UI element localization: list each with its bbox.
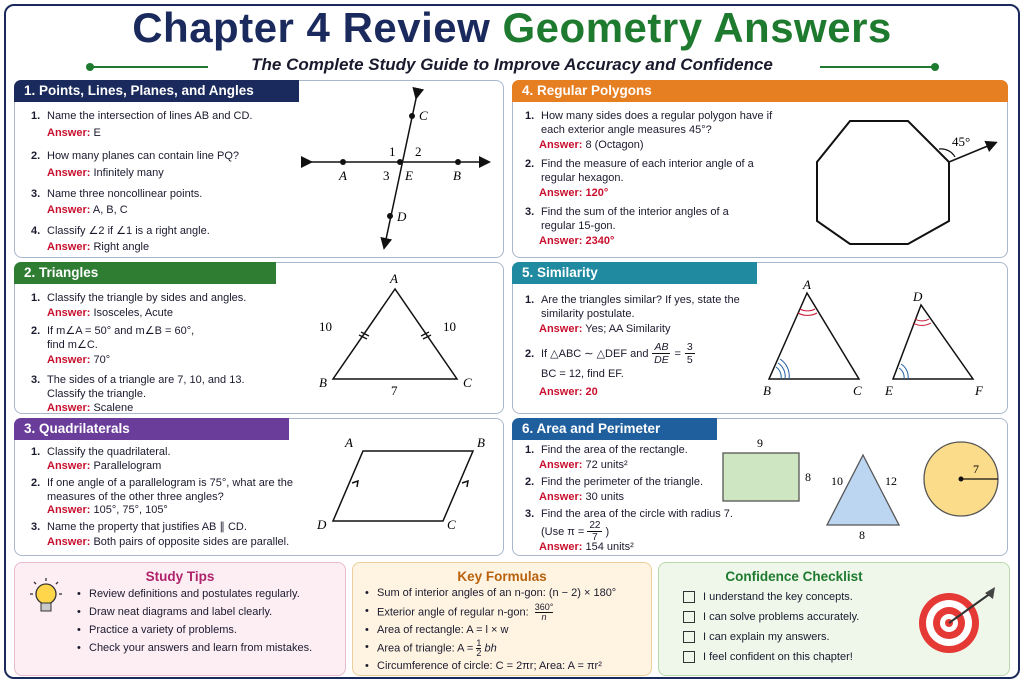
question-1: 1. Name the intersection of lines AB and CD.	[31, 110, 253, 122]
intersecting-lines-figure	[295, 86, 495, 256]
formula-item: • Area of rectangle: A = l × w	[365, 622, 616, 640]
answer-3: Answer: 154 units²	[539, 541, 634, 553]
question-3: 3. Find the area of the circle with radius 7.	[525, 508, 733, 520]
answer-2: Answer: Infinitely many	[47, 167, 164, 179]
label-base: 7	[391, 383, 398, 398]
question-2: 2. How many planes can contain line PQ?	[31, 150, 239, 162]
question-3: 3. Name three noncollinear points.	[31, 188, 203, 200]
label-c: C	[419, 108, 428, 123]
label-45: 45°	[952, 134, 971, 149]
question-2: 2. If m∠A = 50° and m∠B = 60°, find m∠C.	[31, 325, 195, 351]
isosceles-triangle-figure	[305, 269, 485, 409]
question-2: 2. If one angle of a parallelogram is 75°, what are the measures of the other three angles?	[31, 477, 293, 503]
study-tips-card	[14, 562, 346, 676]
label-b: B	[477, 435, 485, 450]
question-2: 2. Find the perimeter of the triangle.	[525, 476, 704, 488]
checklist	[683, 587, 859, 667]
answer-1: Answer: Yes; AA Similarity	[539, 323, 671, 335]
octagon-figure	[809, 111, 1005, 255]
label-rect-width: 9	[757, 436, 763, 450]
answer-4: Answer: Right angle	[47, 241, 150, 253]
title-part1: Chapter 4 Review	[132, 4, 491, 51]
formula-item: • Exterior angle of regular n-gon: $\frac{360^\circ}{n}$	[365, 603, 616, 622]
label-d: D	[913, 289, 923, 304]
formula-item: • Sum of interior angles of an n-gon: (n − 2) × 180°	[365, 585, 616, 603]
page-title	[0, 4, 1024, 52]
target-icon	[915, 585, 1001, 657]
label-rect-height: 8	[805, 470, 811, 484]
label-e: E	[885, 383, 893, 398]
checklist-item[interactable]: I understand the key concepts.	[683, 587, 859, 607]
label-1: 1	[389, 144, 396, 159]
label-b: B	[453, 168, 461, 183]
answer-2: Answer: 120°	[539, 187, 609, 199]
answer-1: Answer: 72 units²	[539, 459, 628, 471]
section-triangles	[14, 262, 504, 414]
section-title: 3. Quadrilaterals	[14, 418, 289, 440]
label-2: 2	[415, 144, 422, 159]
checkbox[interactable]	[683, 651, 695, 663]
question-3: 3. Find the sum of the interior angles of a regular 15-gon.	[525, 206, 729, 232]
section-title: 5. Similarity	[512, 262, 757, 284]
question-1: 1. How many sides does a regular polygon have if each exterior angle measures 45°?	[525, 110, 773, 136]
answer-3: Answer: Both pairs of opposite sides are parallel.	[47, 536, 290, 548]
label-tri-right: 12	[885, 474, 897, 488]
question-2-line2: BC = 12, find EF.	[541, 368, 624, 380]
checklist-title: Confidence Checklist	[725, 569, 863, 584]
label-c: C	[447, 517, 456, 532]
section-title: 6. Area and Perimeter	[512, 418, 717, 440]
section-similarity	[512, 262, 1008, 414]
answer-1: Answer: 8 (Octagon)	[539, 139, 644, 151]
checklist-item[interactable]: I can solve problems accurately.	[683, 607, 859, 627]
section-title: 2. Triangles	[14, 262, 276, 284]
label-tri-left: 10	[831, 474, 843, 488]
label-a: A	[339, 168, 347, 183]
label-f: F	[975, 383, 983, 398]
label-a: A	[390, 271, 398, 286]
section-points-lines	[14, 80, 504, 258]
checkbox[interactable]	[683, 611, 695, 623]
label-side-right: 10	[443, 319, 456, 334]
study-tips-list	[77, 585, 312, 657]
section-area-perimeter	[512, 418, 1008, 556]
key-formulas-card	[352, 562, 652, 676]
label-tri-base: 8	[859, 528, 865, 542]
section-regular-polygons	[512, 80, 1008, 258]
parallelogram-figure	[305, 433, 495, 543]
answer-1: Answer: Isosceles, Acute	[47, 307, 173, 319]
title-part2: Geometry Answers	[502, 4, 892, 51]
formula-item: • Area of triangle: A = $\frac{1}{2}$ bh	[365, 639, 616, 658]
question-4: 4. Classify ∠2 if ∠1 is a right angle.	[31, 225, 210, 237]
label-3: 3	[383, 168, 390, 183]
lightbulb-icon	[27, 577, 65, 619]
tip-item: • Check your answers and learn from mistakes.	[77, 639, 312, 657]
answer-3: Answer: Scalene	[47, 402, 134, 414]
answer-2: Answer: 70°	[47, 354, 111, 366]
confidence-checklist-card	[658, 562, 1010, 676]
tip-item: • Practice a variety of problems.	[77, 621, 312, 639]
checkbox[interactable]	[683, 631, 695, 643]
formula-item: • Circumference of circle: C = 2πr; Area: A = πr²	[365, 658, 616, 676]
label-side-left: 10	[319, 319, 332, 334]
label-d: D	[317, 517, 327, 532]
answer-2: Answer: 20	[539, 386, 598, 398]
question-3: 3. Name the property that justifies AB ∥ CD.	[31, 521, 247, 533]
answer-2: Answer: 30 units	[539, 491, 624, 503]
answer-3: Answer: 2340°	[539, 235, 615, 247]
checklist-item[interactable]: I feel confident on this chapter!	[683, 647, 859, 667]
formulas-list	[365, 585, 616, 676]
section-quadrilaterals	[14, 418, 504, 556]
section-title: 4. Regular Polygons	[512, 80, 1008, 102]
label-a: A	[345, 435, 353, 450]
tip-item: • Review definitions and postulates regularly.	[77, 585, 312, 603]
label-e: E	[405, 168, 413, 183]
label-a: A	[803, 277, 811, 292]
similar-triangles-figure	[763, 275, 1003, 403]
page-subtitle: The Complete Study Guide to Improve Accuracy and Confidence	[251, 55, 773, 74]
question-1: 1. Classify the triangle by sides and angles.	[31, 292, 247, 304]
label-radius: 7	[973, 462, 979, 476]
question-1: 1. Are the triangles similar? If yes, state the similarity postulate.	[525, 294, 740, 320]
label-b: B	[763, 383, 771, 398]
label-d: D	[397, 209, 407, 224]
question-1: 1. Classify the quadrilateral.	[31, 446, 171, 458]
question-3-line2: (Use π = $\frac{22}{7}$ )	[541, 520, 610, 543]
tip-item: • Draw neat diagrams and label clearly.	[77, 603, 312, 621]
section-title: 1. Points, Lines, Planes, and Angles	[14, 80, 299, 102]
answer-1: Answer: E	[47, 127, 101, 139]
question-1: 1. Find the area of the rectangle.	[525, 444, 688, 456]
question-3: 3. The sides of a triangle are 7, 10, and 13. Classify the triangle.	[31, 374, 245, 400]
label-c: C	[463, 375, 472, 390]
question-2: 2. If △ABC ∼ △DEF and $\frac{AB}{DE}$ = $\frac{3}{5}$	[525, 341, 693, 366]
checklist-item[interactable]: I can explain my answers.	[683, 627, 859, 647]
answer-3: Answer: A, B, C	[47, 204, 128, 216]
answer-2: Answer: 105°, 75°, 105°	[47, 504, 168, 516]
key-formulas-title: Key Formulas	[457, 569, 547, 584]
answer-1: Answer: Parallelogram	[47, 460, 162, 472]
area-figures	[709, 433, 1007, 553]
checkbox[interactable]	[683, 591, 695, 603]
question-2: 2. Find the measure of each interior angle of a regular hexagon.	[525, 158, 754, 184]
label-b: B	[319, 375, 327, 390]
label-c: C	[853, 383, 862, 398]
study-tips-title: Study Tips	[145, 569, 215, 584]
